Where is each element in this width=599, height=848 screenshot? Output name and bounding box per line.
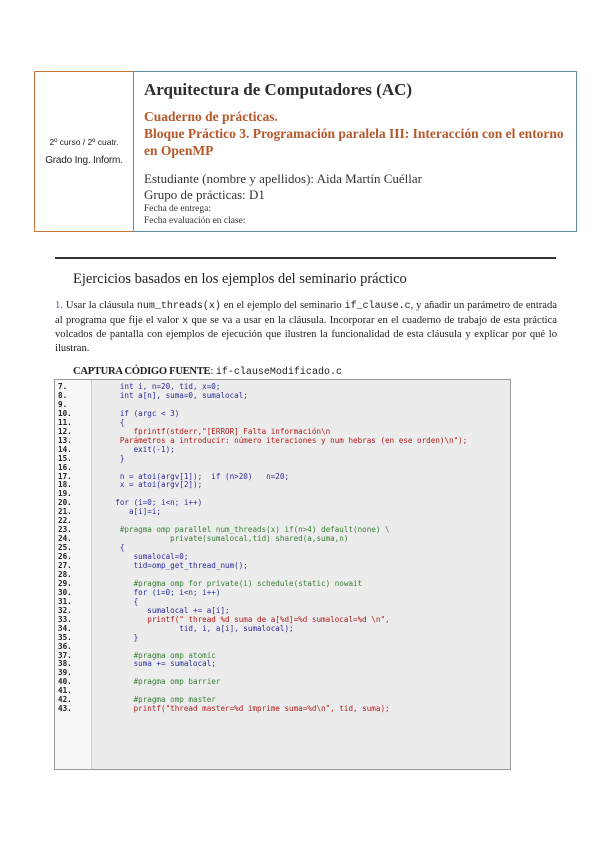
code-text: { [97, 596, 139, 606]
capture-label: CAPTURA CÓDIGO FUENTE [73, 366, 211, 377]
line-number: 20. [58, 498, 72, 508]
code-text: x = atoi(argv[2]); [97, 480, 203, 490]
code-text: sumalocal=0; [97, 552, 189, 562]
code-text: #pragma omp atomic [97, 650, 216, 660]
question-text-3: , y añadir un parámetro de entrada al programa que fije el valor [55, 300, 557, 326]
code-text: Parámetros a introducir: número iteraciones y num hebras (en ese orden)\n"); [97, 435, 468, 445]
code-text: int i, n=20, tid, x=0; [97, 382, 221, 391]
line-number: 24. [58, 534, 72, 544]
line-number: 7. [58, 382, 68, 391]
code-text: tid, i, a[i], sumalocal); [97, 623, 294, 633]
code-text: private(sumalocal,tid) shared(a,suma,n) [97, 534, 349, 544]
question-number: 1. [55, 300, 63, 311]
line-number: 42. [58, 695, 72, 705]
code-text: exit(-1); [97, 444, 175, 454]
code-line [55, 634, 510, 643]
code-line [55, 705, 510, 714]
line-number: 37. [58, 650, 72, 660]
code-text: printf(" thread %d suma de a[%d]=%d sumalocal=%d \n", [97, 614, 390, 624]
code-text: fprintf(stderr,"[ERROR] Falta información\n [97, 426, 331, 436]
code-text: #pragma omp master [97, 695, 216, 705]
line-number: 34. [58, 623, 72, 633]
code-text: a[i]=i; [97, 507, 162, 517]
line-number: 14. [58, 444, 72, 454]
line-number: 21. [58, 507, 72, 517]
line-number: 31. [58, 596, 72, 606]
line-number: 27. [58, 561, 72, 570]
code-line [55, 455, 510, 464]
line-number: 41. [58, 686, 72, 696]
code-text: suma += sumalocal; [97, 659, 216, 669]
line-number: 25. [58, 543, 72, 553]
capture-heading [73, 366, 342, 378]
code-text: for (i=0; i<n; i++) [97, 587, 221, 597]
question-text-2: en el ejemplo del seminario [220, 300, 345, 311]
subtitle-notebook: Cuaderno de prácticas. [144, 109, 278, 124]
code-text: n = atoi(argv[1]); if (n>20) n=20; [97, 471, 290, 481]
line-number: 8. [58, 390, 68, 400]
subtitle-block: Bloque Práctico 3. Programación paralela III: Interacción con el entorno en OpenMP [144, 126, 564, 158]
question-code-3: x [182, 315, 189, 327]
source-code-screenshot [54, 379, 511, 770]
line-number: 33. [58, 614, 72, 624]
code-text: #pragma omp barrier [97, 677, 221, 687]
code-line [55, 481, 510, 490]
code-line [55, 392, 510, 401]
code-line [55, 562, 510, 571]
question-1 [55, 299, 557, 355]
line-number: 12. [58, 426, 72, 436]
code-text: #pragma omp for private(i) schedule(static) nowait [97, 578, 363, 588]
code-line [55, 678, 510, 687]
code-line [55, 660, 510, 669]
line-number: 35. [58, 632, 72, 642]
question-text-1: Usar la cláusula [65, 300, 137, 311]
code-text: sumalocal += a[i]; [97, 605, 230, 615]
course-year: 2º curso / 2º cuatr. [49, 137, 119, 147]
student-name: Estudiante (nombre y apellidos): Aida Martín Cuéllar [144, 171, 422, 186]
code-text: for (i=0; i<n; i++) [97, 498, 203, 508]
code-text: } [97, 632, 139, 642]
code-text: { [97, 543, 125, 553]
section-title: Ejercicios basados en los ejemplos del seminario práctico [73, 271, 407, 287]
eval-date: Fecha evaluación en clase: [144, 216, 246, 226]
line-number: 39. [58, 668, 72, 678]
title-box [134, 71, 577, 232]
line-number: 17. [58, 471, 72, 481]
line-number: 16. [58, 462, 72, 472]
code-text: { [97, 417, 125, 427]
line-number: 22. [58, 516, 72, 526]
capture-filename: if-clauseModificado.c [215, 367, 342, 378]
section-divider [55, 257, 556, 259]
code-text: if (argc < 3) [97, 408, 180, 418]
line-number: 26. [58, 552, 72, 562]
capture-separator: : [210, 366, 216, 377]
course-info-box [34, 71, 134, 232]
code-text: } [97, 453, 125, 463]
line-number: 32. [58, 605, 72, 615]
page-title: Arquitectura de Computadores (AC) [144, 80, 413, 99]
code-text: tid=omp_get_thread_num(); [97, 561, 248, 570]
line-number: 9. [58, 399, 68, 409]
question-code-1: num_threads(x) [136, 301, 221, 312]
practice-group: Grupo de prácticas: D1 [144, 187, 265, 202]
code-text: printf("thread master=%d imprime suma=%d\n", tid, suma); [97, 704, 390, 714]
line-number: 28. [58, 569, 72, 579]
course-degree: Grado Ing. Inform. [45, 155, 123, 166]
line-number: 29. [58, 578, 72, 588]
due-date: Fecha de entrega: [144, 204, 211, 214]
line-number: 13. [58, 435, 72, 445]
line-number: 15. [58, 453, 72, 463]
code-line [55, 508, 510, 517]
line-number: 30. [58, 587, 72, 597]
question-code-2: if_clause.c [344, 301, 411, 312]
line-number: 36. [58, 641, 72, 651]
line-number: 38. [58, 659, 72, 669]
code-text: #pragma omp parallel num_threads(x) if(n>4) default(none) \ [97, 525, 390, 535]
code-text: int a[n], suma=0, sumalocal; [97, 390, 248, 400]
line-number: 19. [58, 489, 72, 499]
line-number: 10. [58, 408, 72, 418]
question-text-4: que se va a usar en la cláusula. Incorporar en el cuaderno de trabajo de esta práctica volcados de pantalla con ejemplos de ejecución que ilustren la funcionalidad de esta cláusula y explicar por qué lo ilustran. [55, 314, 557, 354]
line-number: 43. [58, 704, 72, 714]
document-header [34, 71, 577, 232]
line-number: 18. [58, 480, 72, 490]
line-number: 23. [58, 525, 72, 535]
line-number: 11. [58, 417, 72, 427]
line-number: 40. [58, 677, 72, 687]
